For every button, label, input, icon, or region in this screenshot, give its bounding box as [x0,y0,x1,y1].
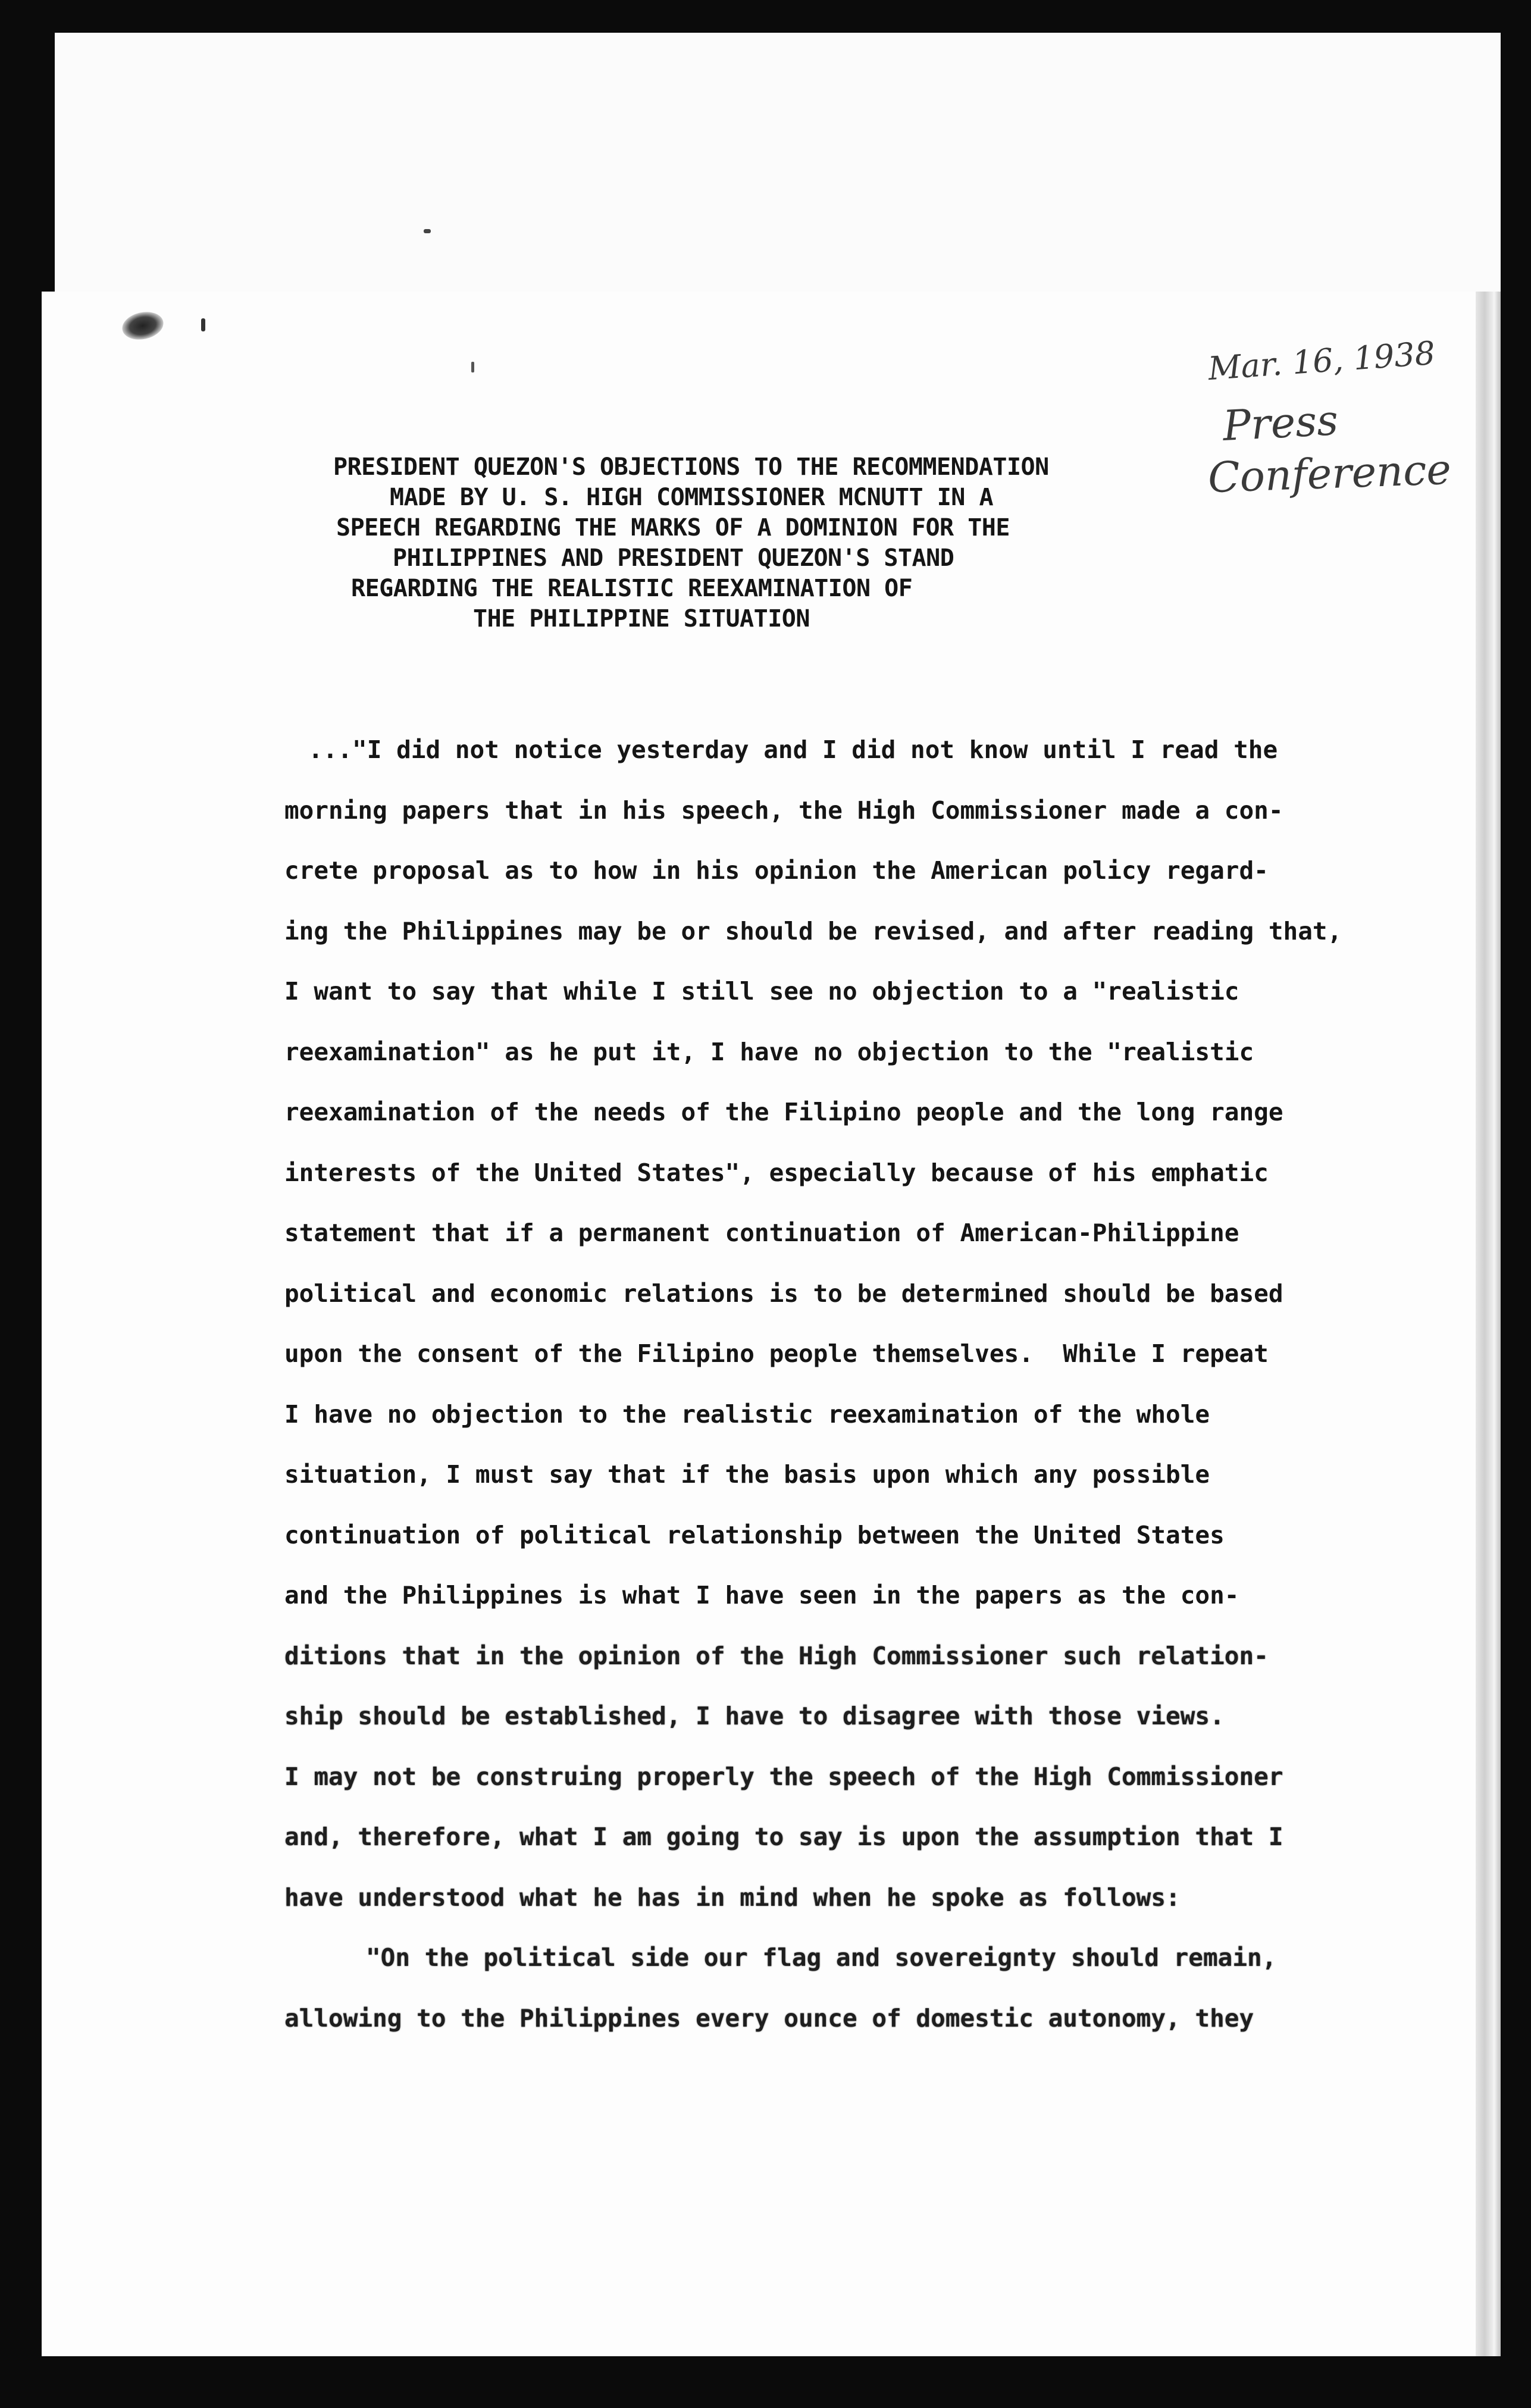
body-line: I want to say that while I still see no objection to a "realistic [284,977,1239,1006]
page-edge-shadow [1476,292,1494,2356]
body-line: I may not be construing properly the speech of the High Commissioner [284,1762,1283,1791]
body-line: morning papers that in his speech, the High Commissioner made a con- [284,796,1283,825]
body-line: I have no objection to the realistic reexamination of the whole [284,1399,1210,1429]
ink-mark [201,318,205,331]
body-line: reexamination of the needs of the Filipino people and the long range [284,1098,1283,1126]
ink-mark [471,362,474,372]
body-line: ditions that in the opinion of the High Commissioner such relation- [284,1641,1269,1670]
title-line: SPEECH REGARDING THE MARKS OF A DOMINION FOR THE [336,514,1010,541]
document-body [284,720,1391,2049]
body-line: interests of the United States", especially because of his emphatic [284,1158,1269,1187]
body-line: allowing to the Philippines every ounce of domestic autonomy, they [284,2003,1254,2033]
handwritten-press: Press [1221,395,1339,451]
handwritten-date: Mar. 16, 1938 [1207,334,1436,388]
body-line: ship should be established, I have to disagree with those views. [284,1702,1225,1730]
body-line: ing the Philippines may be or should be revised, and after reading that, [284,916,1342,945]
title-line: THE PHILIPPINE SITUATION [473,605,810,632]
document-title [333,452,1226,634]
body-line: have understood what he has in mind when he spoke as follows: [284,1883,1181,1912]
title-line: PHILIPPINES AND PRESIDENT QUEZON'S STAND [393,544,954,572]
body-line: crete proposal as to how in his opinion the American policy regard- [284,856,1269,885]
title-line: MADE BY U. S. HIGH COMMISSIONER MCNUTT IN A [390,484,994,511]
title-line: PRESIDENT QUEZON'S OBJECTIONS TO THE RECOMMENDATION [333,453,1049,481]
paper-top-sheet [55,33,1501,312]
body-line: and the Philippines is what I have seen in the papers as the con- [284,1581,1239,1609]
body-line: ..."I did not notice yesterday and I did not know until I read the [308,735,1278,764]
handwritten-conference: Conference [1207,444,1452,503]
body-line: "On the political side our flag and sovereignty should remain, [366,1943,1277,1972]
body-line: situation, I must say that if the basis upon which any possible [284,1460,1210,1489]
body-line: political and economic relations is to be determined should be based [284,1279,1283,1308]
body-line: continuation of political relationship between the United States [284,1520,1225,1549]
ink-mark [424,229,431,233]
body-line: upon the consent of the Filipino people themselves. While I repeat [284,1339,1269,1368]
title-line: REGARDING THE REALISTIC REEXAMINATION OF [351,575,913,602]
body-line: and, therefore, what I am going to say is upon the assumption that I [284,1823,1283,1851]
body-line: statement that if a permanent continuation of American-Philippine [284,1219,1239,1247]
body-line: reexamination" as he put it, I have no objection to the "realistic [284,1037,1254,1066]
